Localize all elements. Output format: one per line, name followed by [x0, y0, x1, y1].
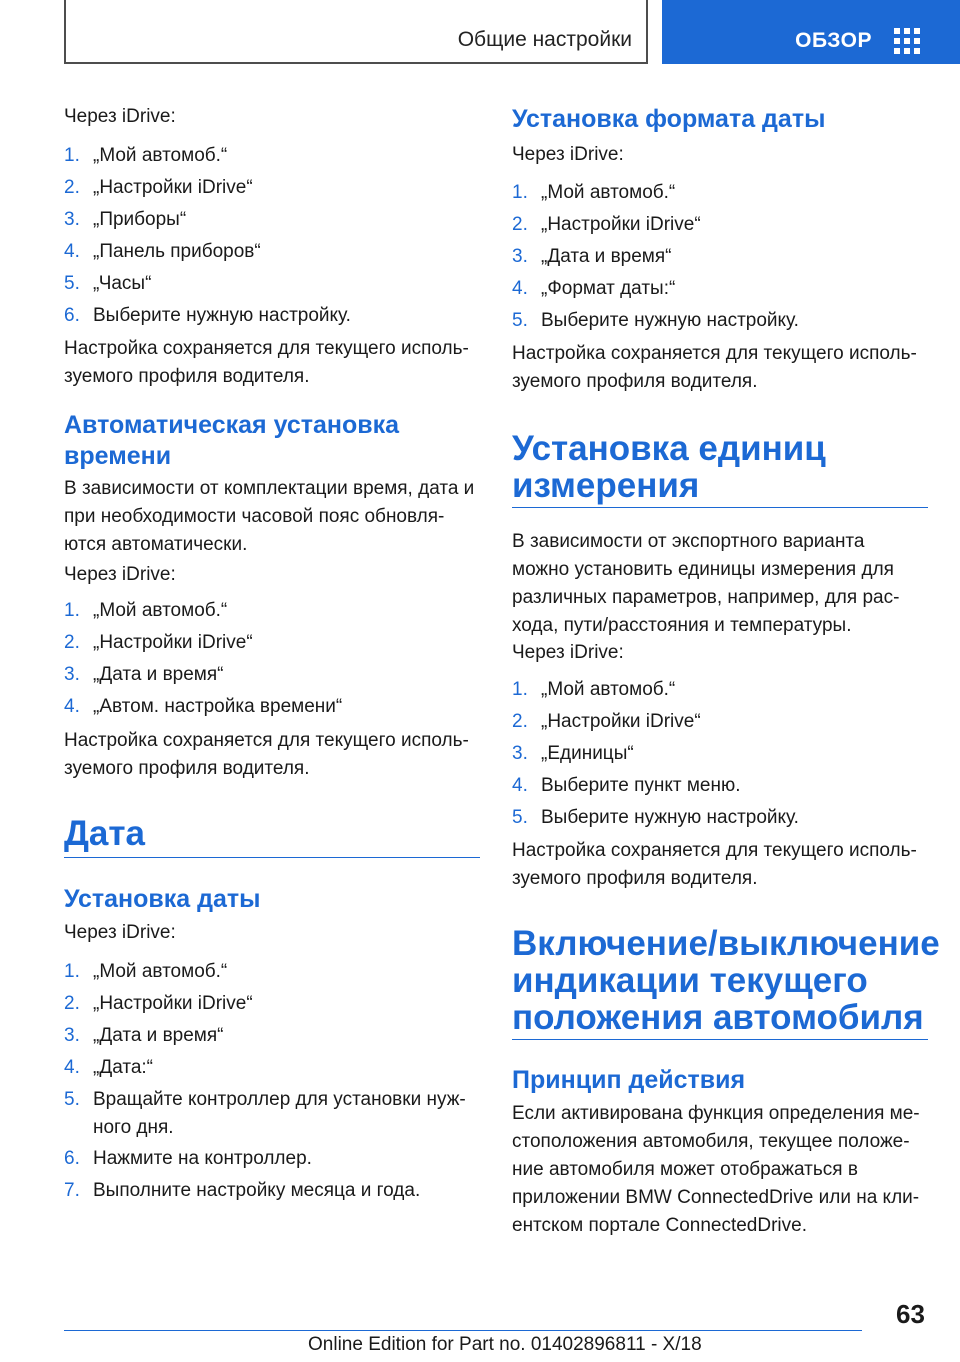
- section-tab: [64, 0, 648, 64]
- divider: [512, 507, 928, 508]
- note-text: Настройка сохраняется для текущего исполь‐: [512, 343, 917, 364]
- divider: [512, 1039, 928, 1040]
- paragraph: Если активирована функция определения ме‐: [512, 1103, 920, 1124]
- heading-set-date: Установка даты: [64, 885, 261, 913]
- note-text: зуемого профиля водителя.: [512, 868, 758, 889]
- paragraph: В зависимости от комплектации время, дата и: [64, 478, 475, 499]
- heading-position-display: Включение/выключение: [512, 924, 940, 963]
- note-text: Настройка сохраняется для текущего исполь‐: [64, 338, 469, 359]
- paragraph: ентском портале ConnectedDrive.: [512, 1215, 807, 1236]
- heading-date-format: Установка формата даты: [512, 105, 826, 133]
- overview-nav-button[interactable]: [662, 0, 960, 64]
- paragraph: хода, пути/расстояния и температуры.: [512, 615, 852, 636]
- intro-text: Через iDrive:: [512, 642, 624, 663]
- footer-divider: [64, 1330, 862, 1331]
- heading-auto-time: Автоматическая установка: [64, 411, 400, 439]
- grid-icon: [894, 28, 920, 54]
- section-title: Общие настройки: [457, 28, 632, 51]
- paragraph: В зависимости от экспортного варианта: [512, 531, 865, 552]
- intro-text: Через iDrive:: [64, 106, 176, 127]
- paragraph: различных параметров, например, для рас‐: [512, 587, 900, 608]
- page-number: 63: [896, 1299, 925, 1329]
- heading-date: Дата: [64, 814, 146, 853]
- intro-text: Через iDrive:: [512, 144, 624, 165]
- intro-text: Через iDrive:: [64, 922, 176, 943]
- heading-position-display: положения автомобиля: [512, 998, 924, 1037]
- heading-position-display: индикации текущего: [512, 961, 868, 1000]
- page-header: [0, 0, 960, 66]
- heading-units: Установка единиц: [512, 429, 826, 468]
- paragraph: ние автомобиля может отображаться в: [512, 1159, 858, 1180]
- heading-auto-time: времени: [64, 442, 172, 470]
- note-text: зуемого профиля водителя.: [64, 758, 310, 779]
- paragraph: приложении BMW ConnectedDrive или на кли‐: [512, 1187, 920, 1208]
- note-text: зуемого профиля водителя.: [512, 371, 758, 392]
- note-text: зуемого профиля водителя.: [64, 366, 310, 387]
- overview-label: ОБЗОР: [795, 29, 872, 52]
- note-text: Настройка сохраняется для текущего исполь‐: [64, 730, 469, 751]
- paragraph: стоположения автомобиля, текущее положе‐: [512, 1131, 910, 1152]
- note-text: Настройка сохраняется для текущего исполь‐: [512, 840, 917, 861]
- heading-units: измерения: [512, 466, 700, 505]
- intro-text: Через iDrive:: [64, 564, 176, 585]
- paragraph: можно установить единицы измерения для: [512, 559, 894, 580]
- heading-principle: Принцип действия: [512, 1066, 746, 1094]
- paragraph: ются автоматически.: [64, 534, 248, 555]
- edition-text: Online Edition for Part no. 01402896811 - X/18: [308, 1334, 702, 1355]
- divider: [64, 857, 480, 858]
- paragraph: при необходимости часовой пояс обновля‐: [64, 506, 445, 527]
